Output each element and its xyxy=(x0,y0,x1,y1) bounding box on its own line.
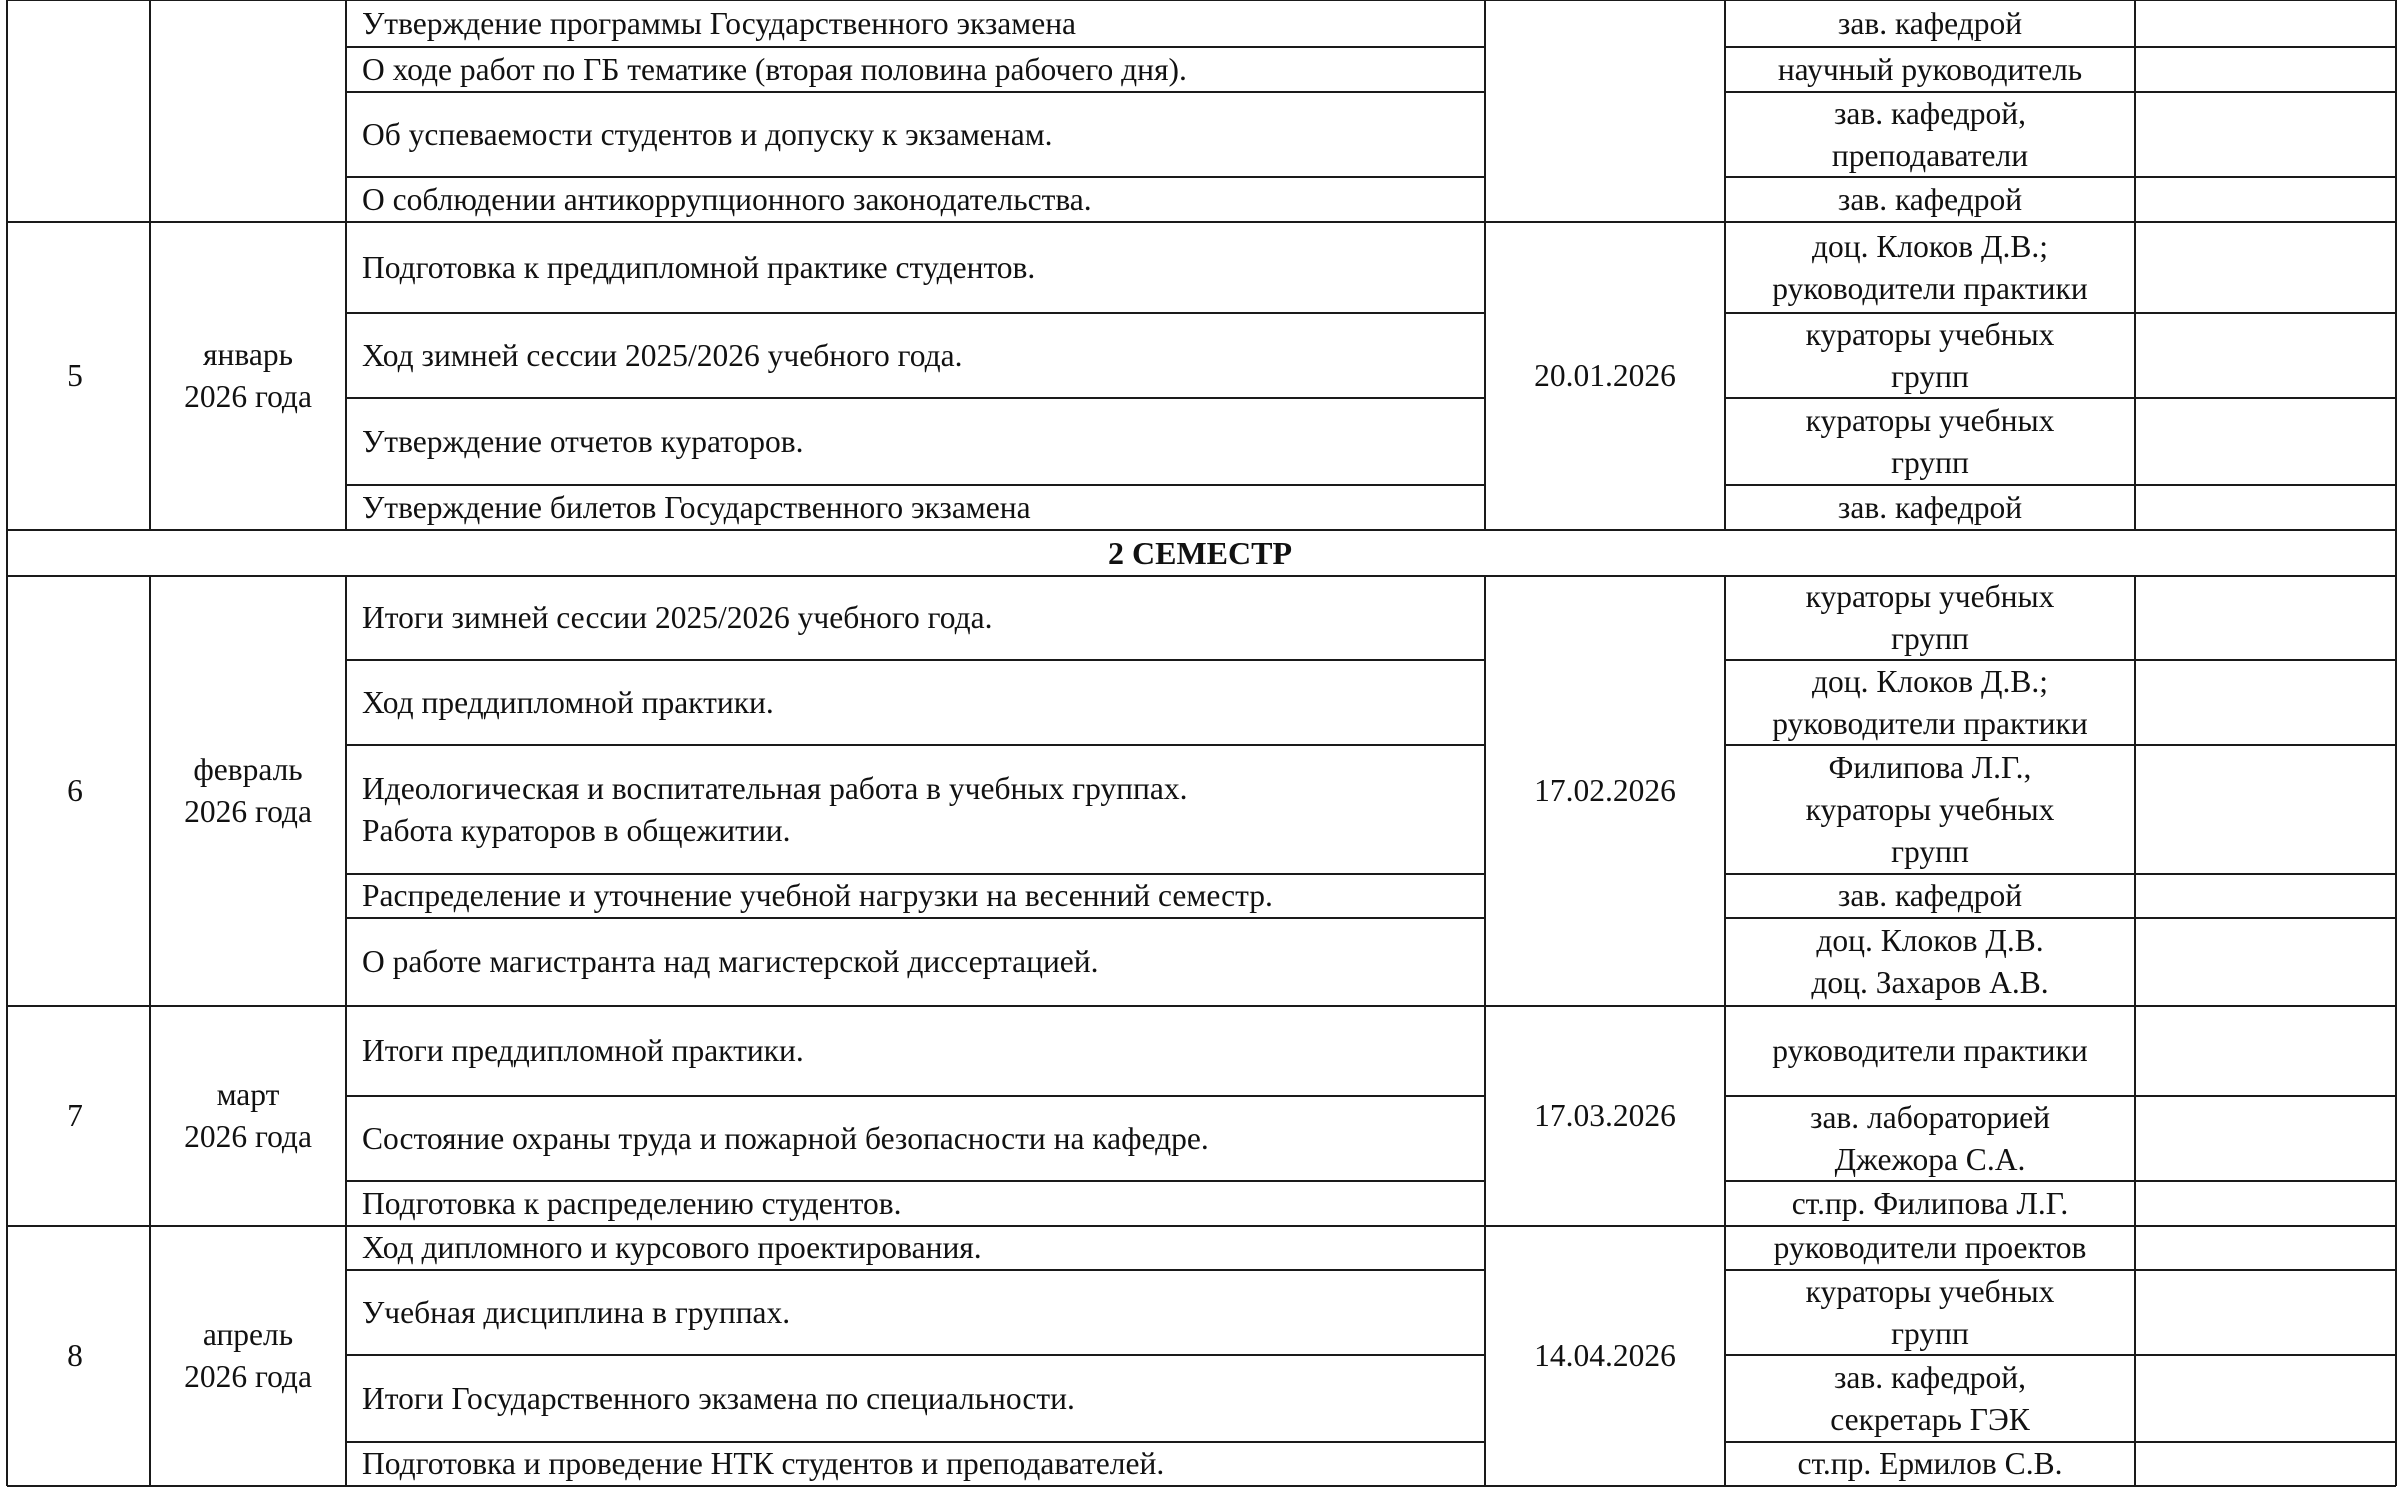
item-number: 6 xyxy=(67,773,83,808)
text-line: кураторы учебных xyxy=(1805,1273,2055,1309)
text-line: Джежора С.А. xyxy=(1834,1141,2026,1177)
text-line: Филипова Л.Г., xyxy=(1828,749,2032,785)
responsible-person xyxy=(1725,485,2135,530)
text-line: кураторы учебных xyxy=(1805,791,2055,827)
text-line: Утверждение программы Государственного экзамена xyxy=(362,5,1077,41)
responsible-person xyxy=(1725,874,2135,918)
text-line: доц. Клоков Д.В.; xyxy=(1811,228,2049,264)
agenda-topic xyxy=(362,92,1485,177)
responsible-person xyxy=(1725,576,2135,660)
item-number: 7 xyxy=(67,1098,83,1133)
responsible-person xyxy=(1725,1355,2135,1442)
text-line: Состояние охраны труда и пожарной безопасности на кафедре. xyxy=(362,1120,1209,1156)
month-cell xyxy=(150,0,346,222)
meeting-date xyxy=(1485,0,1725,222)
responsible-person xyxy=(1725,1096,2135,1181)
agenda-topic xyxy=(362,398,1485,485)
text-line: доц. Клоков Д.В. xyxy=(1816,923,2044,958)
agenda-topic xyxy=(362,1096,1485,1181)
responsible-person xyxy=(1725,918,2135,1006)
text-line: руководители практики xyxy=(1772,705,2088,741)
month-cell xyxy=(150,1226,346,1486)
responsible-person xyxy=(1725,660,2135,745)
text-line: 2026 года xyxy=(184,794,312,829)
text-line: зав. лабораторией xyxy=(1810,1099,2050,1135)
agenda-topic xyxy=(362,313,1485,398)
agenda-topic xyxy=(362,1270,1485,1355)
text-line: Ход дипломного и курсового проектирования. xyxy=(362,1230,982,1265)
responsible-person xyxy=(1725,1442,2135,1486)
text-line: О соблюдении антикоррупционного законодательства. xyxy=(362,181,1092,217)
text-line: зав. кафедрой, xyxy=(1833,95,2027,131)
text-line: Утверждение отчетов кураторов. xyxy=(362,423,804,459)
text-line: кураторы учебных xyxy=(1805,402,2055,438)
responsible-person xyxy=(1725,177,2135,222)
meeting-date: 20.01.2026 xyxy=(1534,358,1676,393)
text-line: 2026 года xyxy=(184,379,312,414)
text-line: зав. кафедрой xyxy=(1837,181,2023,217)
item-number: 8 xyxy=(67,1338,83,1373)
agenda-topic xyxy=(362,576,1485,660)
agenda-topic xyxy=(362,745,1485,874)
text-line: групп xyxy=(1891,444,1969,480)
agenda-topic xyxy=(362,918,1485,1006)
agenda-topic xyxy=(362,485,1485,530)
responsible-person xyxy=(1725,313,2135,398)
text-line: зав. кафедрой xyxy=(1837,489,2023,525)
responsible-person xyxy=(1725,1226,2135,1270)
item-number xyxy=(0,0,150,222)
text-line: групп xyxy=(1891,621,1969,656)
agenda-topic xyxy=(362,0,1485,47)
agenda-topic xyxy=(362,222,1485,313)
text-line: групп xyxy=(1891,833,1969,869)
text-line: январь xyxy=(203,337,293,372)
agenda-topic xyxy=(362,660,1485,745)
agenda-topic xyxy=(362,1355,1485,1442)
agenda-topic xyxy=(362,874,1485,918)
text-line: доц. Клоков Д.В.; xyxy=(1811,663,2049,699)
month-cell xyxy=(150,576,346,1006)
text-line: преподаватели xyxy=(1831,137,2029,173)
responsible-person xyxy=(1725,1181,2135,1226)
agenda-topic xyxy=(362,1181,1485,1226)
month-cell xyxy=(150,222,346,530)
responsible-person xyxy=(1725,398,2135,485)
text-line: Об успеваемости студентов и допуску к экзаменам. xyxy=(362,116,1053,152)
text-line: февраль xyxy=(193,752,303,787)
text-line: 2026 года xyxy=(184,1119,312,1154)
text-line: групп xyxy=(1891,1315,1969,1351)
text-line: руководители практики xyxy=(1772,270,2088,306)
meeting-date: 17.03.2026 xyxy=(1534,1098,1676,1133)
text-line: март xyxy=(216,1077,280,1112)
text-line: О работе магистранта над магистерской диссертацией. xyxy=(362,944,1099,979)
responsible-person xyxy=(1725,1270,2135,1355)
text-line: Ход преддипломной практики. xyxy=(362,684,774,720)
month-cell xyxy=(150,1006,346,1226)
responsible-person xyxy=(1725,1006,2135,1096)
text-line: Подготовка к распределению студентов. xyxy=(362,1185,902,1221)
agenda-topic xyxy=(362,1226,1485,1270)
text-line: апрель xyxy=(202,1317,294,1352)
text-line: Итоги зимней сессии 2025/2026 учебного года. xyxy=(362,600,993,635)
semester-header: 2 СЕМЕСТР xyxy=(1108,534,1292,571)
text-line: Распределение и уточнение учебной нагрузки на весенний семестр. xyxy=(362,878,1273,913)
text-line: кураторы учебных xyxy=(1805,579,2055,614)
text-line: О ходе работ по ГБ тематике (вторая половина рабочего дня). xyxy=(362,51,1187,87)
meeting-date: 14.04.2026 xyxy=(1534,1338,1676,1373)
meeting-date: 17.02.2026 xyxy=(1534,773,1676,808)
responsible-person xyxy=(1725,222,2135,313)
agenda-topic xyxy=(362,177,1485,222)
text-line: секретарь ГЭК xyxy=(1830,1401,2030,1437)
text-line: Работа кураторов в общежитии. xyxy=(362,812,791,848)
text-line: ст.пр. Филипова Л.Г. xyxy=(1791,1185,2069,1221)
text-line: научный руководитель xyxy=(1777,51,2083,87)
responsible-person xyxy=(1725,0,2135,47)
text-line: Подготовка к преддипломной практике студентов. xyxy=(362,249,1036,285)
text-line: доц. Захаров А.В. xyxy=(1811,965,2049,1000)
text-line: руководители проектов xyxy=(1773,1230,2087,1265)
text-line: зав. кафедрой xyxy=(1837,878,2023,913)
text-line: Учебная дисциплина в группах. xyxy=(362,1294,791,1330)
text-line: зав. кафедрой xyxy=(1837,5,2023,41)
agenda-topic xyxy=(362,1442,1485,1486)
responsible-person xyxy=(1725,92,2135,177)
item-number: 5 xyxy=(67,358,83,393)
text-line: ст.пр. Ермилов С.В. xyxy=(1797,1446,2063,1481)
text-line: Итоги Государственного экзамена по специальности. xyxy=(362,1380,1075,1416)
agenda-topic xyxy=(362,1006,1485,1096)
text-line: руководители практики xyxy=(1772,1033,2088,1068)
text-line: 2026 года xyxy=(184,1359,312,1394)
responsible-person xyxy=(1725,745,2135,874)
text-line: Утверждение билетов Государственного экзамена xyxy=(362,489,1031,525)
text-line: Подготовка и проведение НТК студентов и преподавателей. xyxy=(362,1446,1165,1481)
text-line: Ход зимней сессии 2025/2026 учебного года. xyxy=(362,337,963,373)
text-line: Идеологическая и воспитательная работа в учебных группах. xyxy=(362,770,1188,806)
responsible-person xyxy=(1725,47,2135,92)
text-line: групп xyxy=(1891,358,1969,394)
text-line: кураторы учебных xyxy=(1805,316,2055,352)
text-line: зав. кафедрой, xyxy=(1833,1359,2027,1395)
text-line: Итоги преддипломной практики. xyxy=(362,1033,804,1068)
agenda-topic xyxy=(362,47,1485,92)
